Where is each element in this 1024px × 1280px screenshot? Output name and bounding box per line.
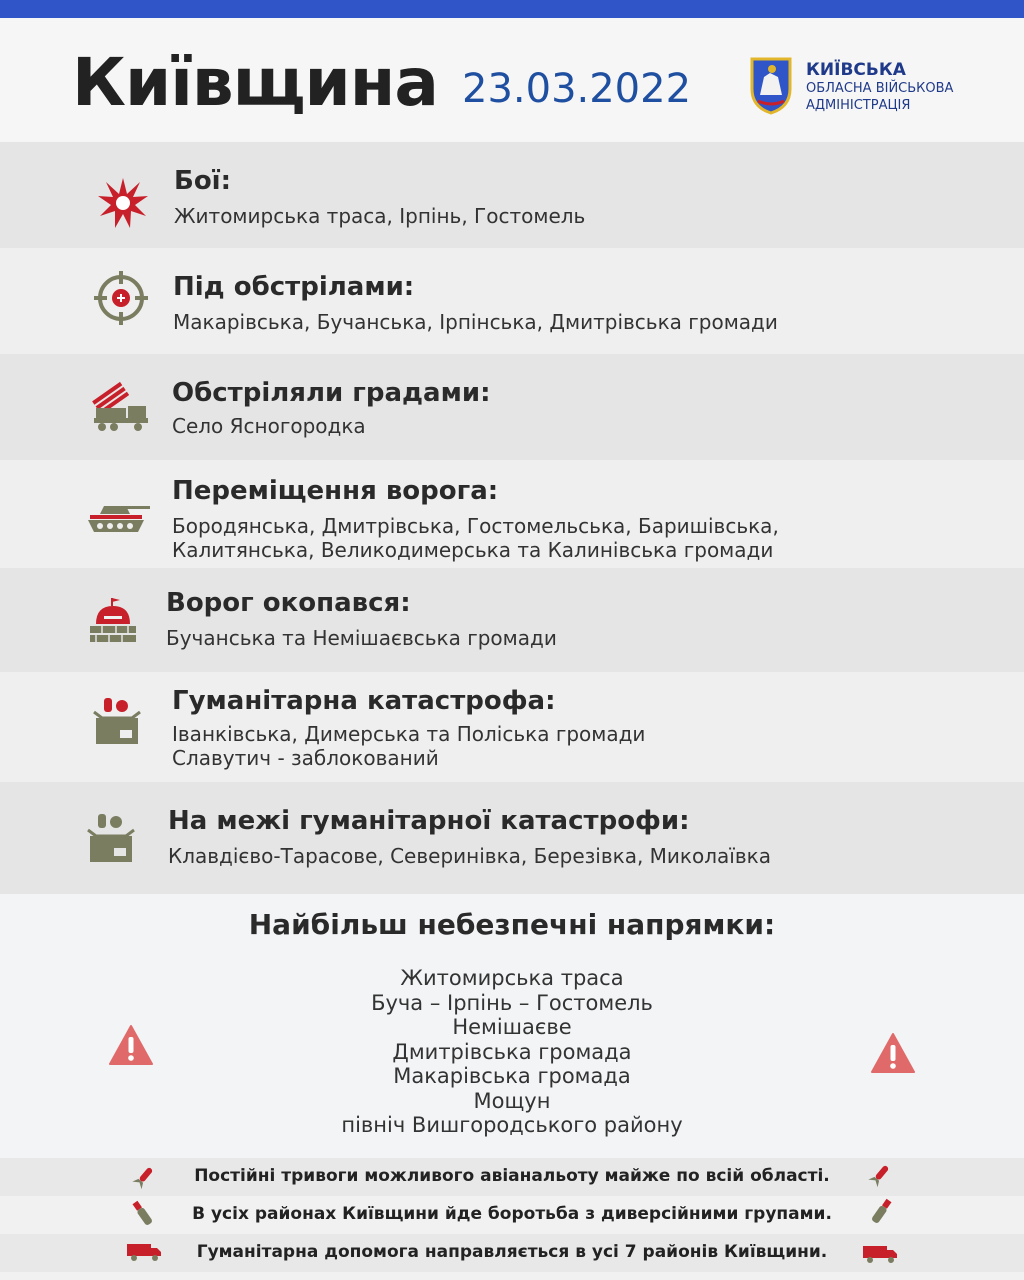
bunker-icon xyxy=(88,596,138,644)
section-text: Калитянська, Великодимерська та Калинівська громади xyxy=(172,538,774,562)
section-title: Ворог окопався: xyxy=(166,588,411,618)
section-battles xyxy=(0,142,1024,248)
aid-box-icon xyxy=(92,692,142,746)
footer-notice-aid xyxy=(0,1234,1024,1272)
crosshair-icon xyxy=(93,270,149,326)
section-text: Клавдієво-Тарасове, Северинівка, Березівка, Миколаївка xyxy=(168,844,771,868)
section-near-catastrophe xyxy=(0,782,1024,894)
warning-icon xyxy=(870,1032,916,1074)
danger-item: Немішаєве xyxy=(452,1015,572,1039)
logo-text xyxy=(806,60,953,114)
section-text: Село Ясногородка xyxy=(172,414,366,438)
danger-title: Найбільш небезпечні напрямки: xyxy=(248,908,776,941)
truck-icon xyxy=(862,1244,898,1264)
section-entrenched xyxy=(0,568,1024,672)
danger-item: Макарівська громада xyxy=(393,1064,631,1088)
section-title: На межі гуманітарної катастрофи: xyxy=(168,806,690,836)
danger-item: Житомирська траса xyxy=(400,966,624,990)
top-stripe xyxy=(0,0,1024,18)
section-text: Бородянська, Дмитрівська, Гостомельська, Баришівська, xyxy=(172,514,779,538)
danger-item: Буча – Ірпінь – Гостомель xyxy=(371,990,653,1015)
section-title: Обстріляли градами: xyxy=(172,378,491,408)
footer-text: Постійні тривоги можливого авіанальоту майже по всій області. xyxy=(194,1166,830,1186)
footer-text: В усіх районах Київщини йде боротьба з диверсійними групами. xyxy=(192,1204,832,1224)
section-title: Гуманітарна катастрофа: xyxy=(172,686,556,716)
section-text: Славутич - заблокований xyxy=(172,746,439,770)
footer-notice-sabotage xyxy=(0,1196,1024,1234)
danger-list xyxy=(262,966,762,1138)
section-enemy-movement xyxy=(0,460,1024,568)
page-title: Київщина xyxy=(72,44,438,121)
tank-icon xyxy=(86,500,152,534)
footer-text: Гуманітарна допомога направляється в усі 7 районів Київщини. xyxy=(196,1242,828,1262)
section-title: Під обстрілами: xyxy=(173,272,415,302)
section-text: Іванківська, Димерська та Поліська громади xyxy=(172,722,646,746)
explosion-icon xyxy=(96,176,150,230)
section-text: Житомирська траса, Ірпінь, Гостомель xyxy=(174,204,586,228)
section-shelling xyxy=(0,248,1024,354)
section-grad-shelling xyxy=(0,354,1024,460)
section-title: Бої: xyxy=(174,166,231,196)
logo-subtitle-1: ОБЛАСНА ВІЙСЬКОВА xyxy=(806,81,954,96)
warning-icon xyxy=(108,1024,154,1066)
danger-item: північ Вишгородського району xyxy=(341,1113,683,1137)
footer-notice-air-raid xyxy=(0,1158,1024,1196)
missile-icon xyxy=(868,1162,892,1188)
section-humanitarian-catastrophe xyxy=(0,672,1024,782)
rocket-launcher-icon xyxy=(90,378,152,434)
logo-subtitle-2: АДМІНІСТРАЦІЯ xyxy=(806,98,911,113)
grenade-icon xyxy=(868,1196,894,1228)
section-text: Макарівська, Бучанська, Ірпінська, Дмитрівська громади xyxy=(173,310,778,334)
page-date: 23.03.2022 xyxy=(462,66,692,112)
supply-box-icon xyxy=(86,808,136,864)
danger-item: Мощун xyxy=(473,1088,551,1113)
coat-of-arms-icon xyxy=(748,55,794,115)
danger-item: Дмитрівська громада xyxy=(392,1039,632,1064)
bottom-strip xyxy=(0,1272,1024,1280)
section-text: Бучанська та Немішаєвська громади xyxy=(166,626,557,650)
section-title: Переміщення ворога: xyxy=(172,476,499,506)
logo-title: КИЇВСЬКА xyxy=(806,60,906,80)
